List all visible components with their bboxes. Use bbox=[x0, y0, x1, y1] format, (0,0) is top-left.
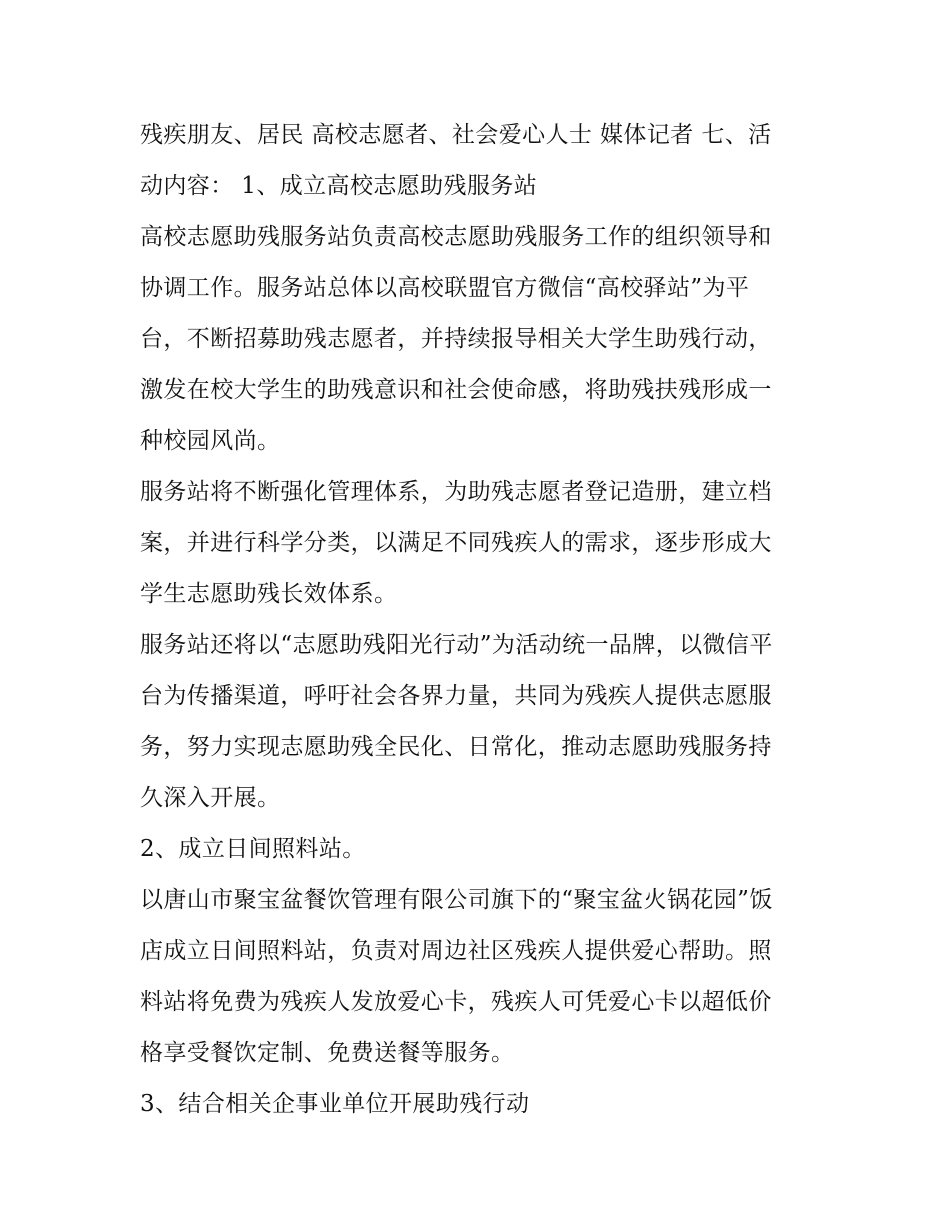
text-line: 久深入开展。 bbox=[140, 785, 281, 811]
paragraph-service-station-intro bbox=[140, 212, 820, 467]
text-line: 高校志愿助残服务站负责高校志愿助残服务工作的组织领导和 bbox=[140, 224, 772, 250]
heading-enterprise-action bbox=[140, 1079, 820, 1130]
text-line: 协调工作。服务站总体以高校联盟官方微信“高校驿站”为平 bbox=[140, 275, 750, 301]
text-line: 2、成立日间照料站。 bbox=[140, 836, 366, 862]
text-line: 残疾朋友、居民 高校志愿者、社会爱心人士 媒体记者 七、活 bbox=[140, 122, 772, 148]
text-line: 店成立日间照料站，负责对周边社区残疾人提供爱心帮助。照 bbox=[140, 938, 772, 964]
heading-day-care-station bbox=[140, 824, 820, 875]
document-page bbox=[140, 110, 820, 1130]
text-line: 3、结合相关企事业单位开展助残行动 bbox=[140, 1091, 530, 1117]
text-line: 料站将免费为残疾人发放爱心卡，残疾人可凭爱心卡以超低价 bbox=[140, 989, 772, 1015]
text-line: 台为传播渠道，呼吁社会各界力量，共同为残疾人提供志愿服 bbox=[140, 683, 772, 709]
paragraph-participants bbox=[140, 110, 820, 212]
text-line: 种校园风尚。 bbox=[140, 428, 281, 454]
paragraph-day-care-station bbox=[140, 875, 820, 1079]
text-line: 以唐山市聚宝盆餐饮管理有限公司旗下的“聚宝盆火锅花园”饭 bbox=[140, 887, 773, 913]
text-line: 激发在校大学生的助残意识和社会使命感，将助残扶残形成一 bbox=[140, 377, 772, 403]
text-line: 动内容： 1、成立高校志愿助残服务站 bbox=[140, 173, 538, 199]
text-line: 格享受餐饮定制、免费送餐等服务。 bbox=[140, 1040, 515, 1066]
text-line: 服务站将不断强化管理体系，为助残志愿者登记造册，建立档 bbox=[140, 479, 772, 505]
paragraph-brand-campaign bbox=[140, 620, 820, 824]
text-line: 案，并进行科学分类，以满足不同残疾人的需求，逐步形成大 bbox=[140, 530, 772, 556]
text-line: 学生志愿助残长效体系。 bbox=[140, 581, 398, 607]
text-line: 台，不断招募助残志愿者，并持续报导相关大学生助残行动， bbox=[140, 326, 772, 352]
paragraph-management-system bbox=[140, 467, 820, 620]
text-line: 务，努力实现志愿助残全民化、日常化，推动志愿助残服务持 bbox=[140, 734, 772, 760]
text-line: 服务站还将以“志愿助残阳光行动”为活动统一品牌，以微信平 bbox=[140, 632, 773, 658]
